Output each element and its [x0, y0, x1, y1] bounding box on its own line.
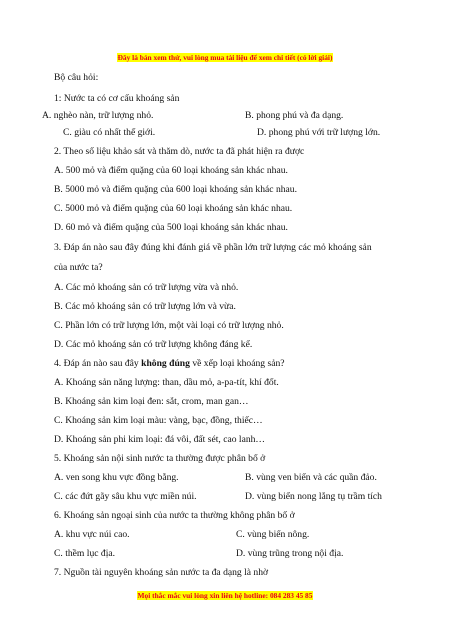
q5-option-a: A. ven song khu vực đồng bằng.	[54, 472, 179, 483]
preview-notice-banner	[0, 53, 450, 62]
q4-option-b: B. Khoáng sản kim loại đen: sắt, crom, man gan…	[54, 396, 249, 407]
q4-stem-emphasis: không đúng	[141, 358, 190, 369]
section-heading: Bộ câu hỏi:	[54, 72, 99, 83]
contact-hotline-text: Mọi thắc mắc vui lòng xin liên hệ hotline: 084 283 45 85	[137, 591, 313, 600]
q6-option-c: C. thềm lục địa.	[54, 548, 116, 559]
question-6-stem: 6. Khoáng sản ngoại sinh của nước ta thường không phân bố ở	[54, 510, 295, 521]
q3-option-d: D. Các mỏ khoáng sản có trữ lượng không đáng kể.	[54, 339, 253, 350]
contact-hotline-banner	[0, 591, 450, 600]
question-1-stem: 1: Nước ta có cơ cấu khoáng sản	[54, 93, 180, 104]
q3-option-c: C. Phần lớn có trữ lượng lớn, một vài loại có trữ lượng nhỏ.	[54, 320, 284, 331]
q2-option-d: D. 60 mỏ và điểm quặng của 500 loại khoáng sản khác nhau.	[54, 222, 288, 233]
q6-option-d: D. vùng trũng trong nội địa.	[236, 548, 344, 559]
q4-stem-pre: 4. Đáp án nào sau đây	[54, 358, 142, 369]
q1-option-d: D. phong phú với trữ lượng lớn.	[257, 127, 381, 138]
q5-option-c: C. các đứt gãy sâu khu vực miền núi.	[54, 491, 197, 502]
q4-stem-post: về xếp loại khoáng sản?	[189, 358, 285, 369]
question-5-stem: 5. Khoáng sản nội sinh nước ta thường được phân bố ở	[54, 453, 266, 464]
q2-option-a: A. 500 mỏ và điểm quặng của 60 loại khoáng sản khác nhau.	[54, 165, 288, 176]
q3-option-b: B. Các mỏ khoáng sản có trữ lượng lớn và vừa.	[54, 301, 236, 312]
q4-option-c: C. Khoáng sản kim loại màu: vàng, bạc, đồng, thiếc…	[54, 415, 263, 426]
q5-option-b: B. vùng ven biển và các quần đảo.	[245, 472, 377, 483]
q4-option-d: D. Khoáng sản phi kim loại: đá vôi, đất sét, cao lanh…	[54, 434, 266, 445]
preview-notice-text: Đây là bản xem thử, vui lòng mua tài liệu để xem chi tiết (có lời giải)	[117, 53, 333, 62]
q2-option-c: C. 5000 mỏ và điểm quặng của 60 loại khoáng sản khác nhau.	[54, 203, 293, 214]
q1-option-c: C. giàu có nhất thế giới.	[63, 127, 156, 138]
q1-option-b: B. phong phú và đa dạng.	[245, 110, 344, 121]
q3-option-a: A. Các mỏ khoáng sản có trữ lượng vừa và nhỏ.	[54, 282, 239, 293]
question-4-stem	[54, 358, 285, 370]
q4-option-a: A. Khoáng sản năng lượng: than, dầu mỏ, a-pa-tít, khí đốt.	[54, 377, 279, 388]
question-3-stem: 3. Đáp án nào sau đây đúng khi đánh giá về phần lớn trữ lượng các mỏ khoáng sản	[54, 242, 372, 253]
q6-option-a: A. khu vực núi cao.	[54, 529, 130, 540]
question-7-stem: 7. Nguồn tài nguyên khoáng sản nước ta đa dạng là nhờ	[54, 567, 269, 578]
question-3-stem-cont: của nước ta?	[54, 262, 103, 273]
q6-option-b: C. vùng biển nông.	[236, 529, 310, 540]
q2-option-b: B. 5000 mỏ và điểm quặng của 600 loại khoáng sản khác nhau.	[54, 184, 297, 195]
question-2-stem: 2. Theo số liệu khảo sát và thăm dò, nước ta đã phát hiện ra được	[54, 146, 305, 157]
q5-option-d: D. vùng biển nong lắng tụ trầm tích	[245, 491, 382, 502]
q1-option-a: A. nghèo nàn, trữ lượng nhỏ.	[42, 110, 154, 121]
